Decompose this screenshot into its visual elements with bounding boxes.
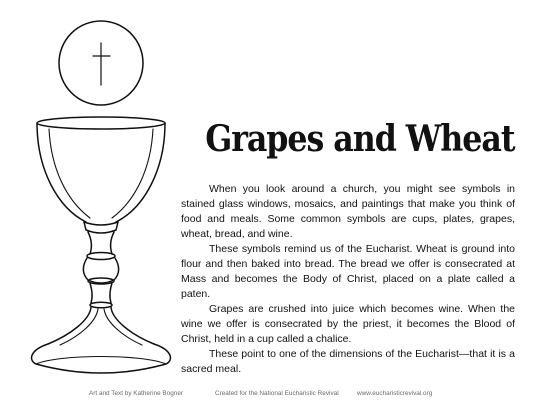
chalice-and-host-illustration [0,0,200,385]
footer-credit: Art and Text by Katherine Bogner [89,390,184,397]
chalice-icon [32,117,171,373]
paragraph-4: These point to one of the dimensions of the Eucharist—that it is a sacred meal. [181,348,515,375]
paragraph-3: Grapes are crushed into juice which becomes wine. When the wine we offer is consecrated by the priest, it becomes the Blood of Christ, held in a cup called a chalice. [181,303,515,345]
paragraph-2: These symbols remind us of the Eucharist. Wheat is ground into flour and then baked into bread. The bread we offer is consecrated at Mass and becomes the Body of Christ, placed on a plate called a paten. [181,243,515,300]
host-icon [59,21,143,105]
paragraph-1: When you look around a church, you might see symbols in stained glass windows, mosaics, and paintings that make you think of food and meals. Some common symbols are cups, plates, grapes, wheat, bread, and wine. [181,183,515,240]
page-title: Grapes and Wheat [205,118,515,160]
footer-website: www.eucharisticrevival.org [357,390,433,397]
article-body [181,182,515,377]
footer-created-for: Created for the National Eucharistic Revival [215,390,339,397]
